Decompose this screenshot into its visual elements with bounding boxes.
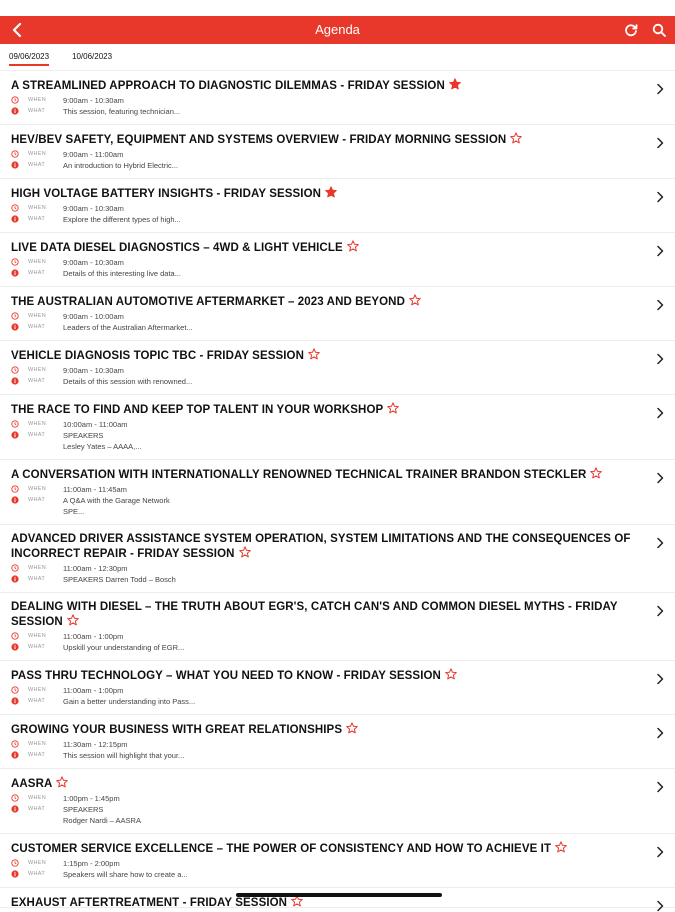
chevron-right-icon[interactable]	[656, 781, 664, 793]
session-title	[11, 132, 645, 147]
when-row	[11, 365, 645, 376]
chevron-right-icon[interactable]	[656, 537, 664, 549]
chevron-right-icon[interactable]	[656, 472, 664, 484]
when-row	[11, 419, 645, 430]
session-summary: SPEAKERS	[63, 805, 104, 814]
session-summary: Gain a better understanding into Pass...	[63, 697, 196, 706]
session-meta	[11, 858, 645, 880]
what-label: WHAT	[28, 162, 45, 168]
session-item[interactable]	[0, 125, 675, 179]
what-row	[11, 869, 645, 880]
session-summary: Upskill your understanding of EGR...	[63, 643, 185, 652]
session-title-text: HIGH VOLTAGE BATTERY INSIGHTS - FRIDAY SESSION	[11, 188, 322, 200]
chevron-right-icon[interactable]	[656, 191, 664, 203]
chevron-right-icon[interactable]	[656, 900, 664, 912]
info-icon	[11, 215, 19, 223]
chevron-right-icon[interactable]	[656, 245, 664, 257]
when-label: WHEN	[28, 741, 47, 747]
session-summary: SPEAKERS	[63, 431, 104, 440]
what-row	[11, 160, 645, 171]
star-outline-icon[interactable]	[445, 668, 457, 680]
what-row	[11, 106, 645, 117]
session-meta	[11, 311, 645, 333]
what-label: WHAT	[28, 497, 45, 503]
session-time: 1:00pm - 1:45pm	[63, 794, 120, 803]
session-title-text: VEHICLE DIAGNOSIS TOPIC TBC - FRIDAY SESSION	[11, 350, 305, 362]
info-icon	[11, 575, 19, 583]
session-item[interactable]	[0, 593, 675, 661]
when-row	[11, 793, 645, 804]
when-row	[11, 203, 645, 214]
session-time: 1:15pm - 2:00pm	[63, 859, 120, 868]
session-title	[11, 668, 645, 683]
session-item[interactable]	[0, 769, 675, 834]
session-summary: This session, featuring technician...	[63, 107, 181, 116]
session-summary: This session will highlight that your...	[63, 751, 185, 760]
what-label: WHAT	[28, 432, 45, 438]
tab-date-2[interactable]: 10/06/2023	[72, 52, 113, 61]
session-meta	[11, 365, 645, 387]
chevron-right-icon[interactable]	[656, 353, 664, 365]
session-summary-extra: Rodger Nardi – AASRA	[63, 816, 141, 825]
what-label: WHAT	[28, 216, 45, 222]
session-time: 11:00am - 1:00pm	[63, 686, 124, 695]
when-label: WHEN	[28, 860, 47, 866]
session-title-text: THE RACE TO FIND AND KEEP TOP TALENT IN YOUR WORKSHOP	[11, 404, 384, 416]
what-label: WHAT	[28, 698, 45, 704]
session-title	[11, 895, 645, 910]
when-label: WHEN	[28, 565, 47, 571]
info-icon	[11, 870, 19, 878]
star-outline-icon[interactable]	[555, 841, 567, 853]
when-label: WHEN	[28, 687, 47, 693]
session-meta	[11, 631, 645, 653]
when-label: WHEN	[28, 97, 47, 103]
chevron-right-icon[interactable]	[656, 137, 664, 149]
clock-icon	[11, 794, 19, 802]
info-icon	[11, 697, 19, 705]
session-item[interactable]	[0, 834, 675, 888]
info-icon	[11, 431, 19, 439]
session-title-text: A STREAMLINED APPROACH TO DIAGNOSTIC DILEMMAS - FRIDAY SESSION	[11, 80, 445, 92]
session-summary: Explore the different types of high...	[63, 215, 181, 224]
chevron-right-icon[interactable]	[656, 605, 664, 617]
top-app-bar	[0, 16, 675, 44]
what-row	[11, 322, 645, 333]
star-filled-icon[interactable]	[449, 78, 461, 90]
what-row	[11, 750, 645, 761]
what-label: WHAT	[28, 871, 45, 877]
session-summary: An introduction to Hybrid Electric...	[63, 161, 179, 170]
when-row	[11, 739, 645, 750]
session-item[interactable]	[0, 287, 675, 341]
session-title-text: GROWING YOUR BUSINESS WITH GREAT RELATIONSHIPS	[11, 724, 343, 736]
star-outline-icon[interactable]	[387, 402, 399, 414]
chevron-right-icon[interactable]	[656, 673, 664, 685]
what-label: WHAT	[28, 324, 45, 330]
session-summary: Speakers will share how to create a...	[63, 870, 188, 879]
clock-icon	[11, 150, 19, 158]
when-label: WHEN	[28, 313, 47, 319]
session-item[interactable]	[0, 71, 675, 125]
session-title	[11, 348, 645, 363]
session-time: 10:00am - 11:00am	[63, 420, 128, 429]
session-title	[11, 841, 645, 856]
clock-icon	[11, 420, 19, 428]
session-meta	[11, 739, 645, 761]
session-item[interactable]	[0, 661, 675, 715]
session-item[interactable]	[0, 341, 675, 395]
clock-icon	[11, 564, 19, 572]
session-title	[11, 467, 645, 482]
date-tabs	[0, 44, 675, 71]
session-summary: A Q&A with the Garage Network	[63, 496, 170, 505]
star-outline-icon[interactable]	[409, 294, 421, 306]
star-outline-icon[interactable]	[346, 722, 358, 734]
what-label: WHAT	[28, 576, 45, 582]
session-title-text: A CONVERSATION WITH INTERNATIONALLY RENOWNED TECHNICAL TRAINER BRANDON STECKLER	[11, 469, 587, 481]
what-label: WHAT	[28, 378, 45, 384]
session-title-text: EXHAUST AFTERTREATMENT - FRIDAY SESSION	[11, 897, 288, 909]
when-row	[11, 685, 645, 696]
page-title: Agenda	[315, 22, 360, 37]
when-label: WHEN	[28, 795, 47, 801]
session-item[interactable]	[0, 525, 675, 593]
when-row	[11, 311, 645, 322]
session-time: 9:00am - 10:30am	[63, 366, 124, 375]
clock-icon	[11, 366, 19, 374]
session-summary-extra: SPE...	[63, 507, 85, 516]
when-label: WHEN	[28, 151, 47, 157]
search-icon	[652, 23, 666, 37]
session-summary: Leaders of the Australian Aftermarket...	[63, 323, 193, 332]
session-title	[11, 722, 645, 737]
session-item[interactable]	[0, 888, 675, 908]
when-row	[11, 631, 645, 642]
when-row	[11, 257, 645, 268]
session-meta	[11, 203, 645, 225]
info-icon	[11, 496, 19, 504]
session-item[interactable]	[0, 460, 675, 525]
session-time: 11:00am - 1:00pm	[63, 632, 124, 641]
when-row	[11, 149, 645, 160]
what-label: WHAT	[28, 644, 45, 650]
star-outline-icon[interactable]	[347, 240, 359, 252]
what-label: WHAT	[28, 752, 45, 758]
session-meta	[11, 793, 645, 826]
session-meta	[11, 149, 645, 171]
star-outline-icon[interactable]	[510, 132, 522, 144]
session-summary: Details of this session with renowned...	[63, 377, 193, 386]
when-label: WHEN	[28, 259, 47, 265]
session-title	[11, 294, 645, 309]
session-meta	[11, 685, 645, 707]
star-outline-icon[interactable]	[56, 776, 68, 788]
info-icon	[11, 751, 19, 759]
what-label: WHAT	[28, 806, 45, 812]
session-meta	[11, 95, 645, 117]
session-list	[0, 71, 675, 908]
when-label: WHEN	[28, 205, 47, 211]
search-button[interactable]	[649, 20, 669, 40]
when-row	[11, 95, 645, 106]
when-row	[11, 484, 645, 495]
info-icon	[11, 377, 19, 385]
session-time: 9:00am - 10:30am	[63, 204, 124, 213]
session-title	[11, 600, 645, 629]
star-filled-icon[interactable]	[325, 186, 337, 198]
clock-icon	[11, 485, 19, 493]
chevron-right-icon[interactable]	[656, 83, 664, 95]
session-time: 9:00am - 10:30am	[63, 258, 124, 267]
star-outline-icon[interactable]	[308, 348, 320, 360]
star-outline-icon[interactable]	[67, 614, 79, 626]
session-item[interactable]	[0, 233, 675, 287]
star-outline-icon[interactable]	[590, 467, 602, 479]
what-label: WHAT	[28, 270, 45, 276]
session-time: 9:00am - 10:00am	[63, 312, 124, 321]
session-title	[11, 240, 645, 255]
session-meta	[11, 484, 645, 517]
clock-icon	[11, 740, 19, 748]
info-icon	[11, 323, 19, 331]
info-icon	[11, 161, 19, 169]
what-label: WHAT	[28, 108, 45, 114]
chevron-right-icon[interactable]	[656, 299, 664, 311]
refresh-button[interactable]	[621, 20, 641, 40]
session-time: 11:00am - 11:45am	[63, 485, 127, 494]
session-title-text: CUSTOMER SERVICE EXCELLENCE – THE POWER OF CONSISTENCY AND HOW TO ACHIEVE IT	[11, 843, 552, 855]
session-title	[11, 402, 645, 417]
session-title	[11, 78, 645, 93]
session-title-text: AASRA	[11, 778, 53, 790]
session-title-text: THE AUSTRALIAN AUTOMOTIVE AFTERMARKET – 2023 AND BEYOND	[11, 296, 405, 308]
info-icon	[11, 269, 19, 277]
what-row	[11, 696, 645, 707]
what-row	[11, 495, 645, 506]
tab-date-1[interactable]: 09/06/2023	[9, 52, 49, 66]
when-label: WHEN	[28, 367, 47, 373]
session-title	[11, 532, 645, 561]
what-row	[11, 430, 645, 441]
chevron-right-icon[interactable]	[656, 407, 664, 419]
what-row	[11, 214, 645, 225]
session-title	[11, 776, 645, 791]
session-meta	[11, 563, 645, 585]
session-title-text: PASS THRU TECHNOLOGY – WHAT YOU NEED TO KNOW - FRIDAY SESSION	[11, 670, 441, 682]
what-row	[11, 804, 645, 815]
status-bar	[0, 0, 675, 16]
clock-icon	[11, 258, 19, 266]
when-label: WHEN	[28, 421, 47, 427]
info-icon	[11, 107, 19, 115]
session-summary: SPEAKERS Darren Todd – Bosch	[63, 575, 176, 584]
clock-icon	[11, 312, 19, 320]
star-outline-icon[interactable]	[239, 546, 251, 558]
session-item[interactable]	[0, 179, 675, 233]
what-row	[11, 642, 645, 653]
session-title-text: HEV/BEV SAFETY, EQUIPMENT AND SYSTEMS OVERVIEW - FRIDAY MORNING SESSION	[11, 134, 507, 146]
when-label: WHEN	[28, 633, 47, 639]
session-meta	[11, 419, 645, 452]
chevron-right-icon[interactable]	[656, 846, 664, 858]
session-item[interactable]	[0, 715, 675, 769]
session-time: 11:30am - 12:15pm	[63, 740, 128, 749]
session-title-text: DEALING WITH DIESEL – THE TRUTH ABOUT EGR'S, CATCH CAN'S AND COMMON DIESEL MYTHS - FRIDAY SESSION	[11, 601, 618, 628]
what-row	[11, 268, 645, 279]
clock-icon	[11, 632, 19, 640]
session-title	[11, 186, 645, 201]
when-label: WHEN	[28, 486, 47, 492]
session-item[interactable]	[0, 395, 675, 460]
clock-icon	[11, 96, 19, 104]
what-row	[11, 574, 645, 585]
info-icon	[11, 805, 19, 813]
clock-icon	[11, 686, 19, 694]
home-indicator	[236, 893, 442, 897]
clock-icon	[11, 859, 19, 867]
clock-icon	[11, 204, 19, 212]
session-summary-extra: Lesley Yates – AAAA,...	[63, 442, 142, 451]
session-summary: Details of this interesting live data...	[63, 269, 181, 278]
session-title-text: LIVE DATA DIESEL DIAGNOSTICS – 4WD & LIGHT VEHICLE	[11, 242, 343, 254]
info-icon	[11, 643, 19, 651]
session-time: 9:00am - 11:00am	[63, 150, 124, 159]
refresh-icon	[624, 23, 638, 37]
chevron-right-icon[interactable]	[656, 727, 664, 739]
session-title-text: ADVANCED DRIVER ASSISTANCE SYSTEM OPERATION, SYSTEM LIMITATIONS AND THE CONSEQUENCES OF INCORRECT REPAIR - FRIDAY SESSION	[11, 533, 631, 560]
when-row	[11, 563, 645, 574]
session-time: 9:00am - 10:30am	[63, 96, 124, 105]
session-time: 11:00am - 12:30pm	[63, 564, 128, 573]
when-row	[11, 858, 645, 869]
session-meta	[11, 257, 645, 279]
what-row	[11, 376, 645, 387]
